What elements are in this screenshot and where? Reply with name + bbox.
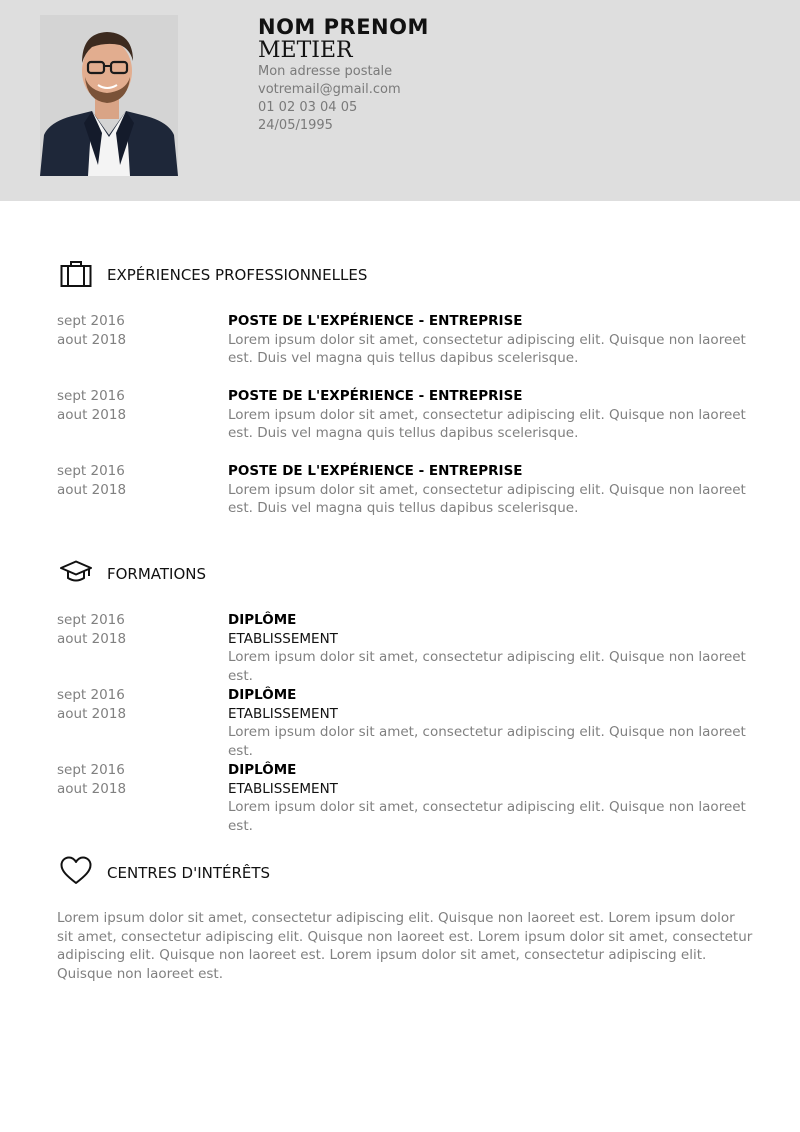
entry-title: DIPLÔME (228, 687, 297, 703)
birth-date: 24/05/1995 (258, 118, 333, 133)
entry-start-date: sept 2016 (57, 687, 125, 703)
entry-description: Lorem ipsum dolor sit amet, consectetur adipiscing elit. Quisque non laoreet est. Duis vel magna quis tellus dapibus scelerisque. (228, 331, 746, 366)
phone-number: 01 02 03 04 05 (258, 100, 358, 115)
entry-end-date: aout 2018 (57, 406, 127, 423)
entry-end-date: aout 2018 (57, 481, 127, 498)
section-title-experiences: EXPÉRIENCES PROFESSIONNELLES (107, 266, 368, 284)
entry-start-date: sept 2016 (57, 612, 125, 628)
entry-start-date: sept 2016 (57, 463, 125, 479)
entry-description: Lorem ipsum dolor sit amet, consectetur adipiscing elit. Quisque non laoreet est. Duis vel magna quis tellus dapibus scelerisque. (228, 481, 746, 516)
entry-school: ETABLISSEMENT (228, 780, 338, 797)
graduation-cap-icon (60, 560, 92, 584)
interests-description: Lorem ipsum dolor sit amet, consectetur adipiscing elit. Quisque non laoreet est. Lorem ipsum dolor sit amet, consectetur adipiscing elit. Quisque non laoreet est. Lorem ipsum dolor sit amet, consectetur adipiscing elit. Quisque non laoreet est. Lorem ipsum dolor sit amet, consectetur adipiscing elit. Quisque non laoreet est. (57, 910, 753, 982)
entry-title: POSTE DE L'EXPÉRIENCE - ENTREPRISE (228, 463, 523, 479)
profile-photo-illustration (40, 15, 178, 176)
section-title-interests: CENTRES D'INTÉRÊTS (107, 864, 271, 882)
entry-end-date: aout 2018 (57, 630, 127, 647)
entry-end-date: aout 2018 (57, 780, 127, 797)
entry-end-date: aout 2018 (57, 705, 127, 722)
email-address: votremail@gmail.com (258, 82, 401, 97)
entry-title: POSTE DE L'EXPÉRIENCE - ENTREPRISE (228, 313, 523, 329)
entry-title: DIPLÔME (228, 762, 297, 778)
section-title-formations: FORMATIONS (107, 565, 207, 583)
entry-start-date: sept 2016 (57, 762, 125, 778)
job-title: METIER (258, 38, 353, 63)
briefcase-icon (60, 260, 92, 288)
entry-start-date: sept 2016 (57, 313, 125, 329)
entry-description: Lorem ipsum dolor sit amet, consectetur adipiscing elit. Quisque non laoreet est. Duis vel magna quis tellus dapibus scelerisque. (228, 406, 746, 441)
header-banner (0, 0, 800, 201)
entry-description: Lorem ipsum dolor sit amet, consectetur adipiscing elit. Quisque non laoreet est. (228, 724, 746, 759)
entry-school: ETABLISSEMENT (228, 630, 338, 647)
full-name: NOM PRENOM (258, 15, 429, 39)
postal-address: Mon adresse postale (258, 64, 393, 79)
entry-end-date: aout 2018 (57, 331, 127, 348)
entry-start-date: sept 2016 (57, 388, 125, 404)
entry-title: POSTE DE L'EXPÉRIENCE - ENTREPRISE (228, 388, 523, 404)
entry-description: Lorem ipsum dolor sit amet, consectetur adipiscing elit. Quisque non laoreet est. (228, 799, 746, 834)
entry-title: DIPLÔME (228, 612, 297, 628)
profile-photo (40, 15, 178, 176)
entry-description: Lorem ipsum dolor sit amet, consectetur adipiscing elit. Quisque non laoreet est. (228, 649, 746, 684)
heart-icon (60, 856, 92, 886)
entry-school: ETABLISSEMENT (228, 705, 338, 722)
